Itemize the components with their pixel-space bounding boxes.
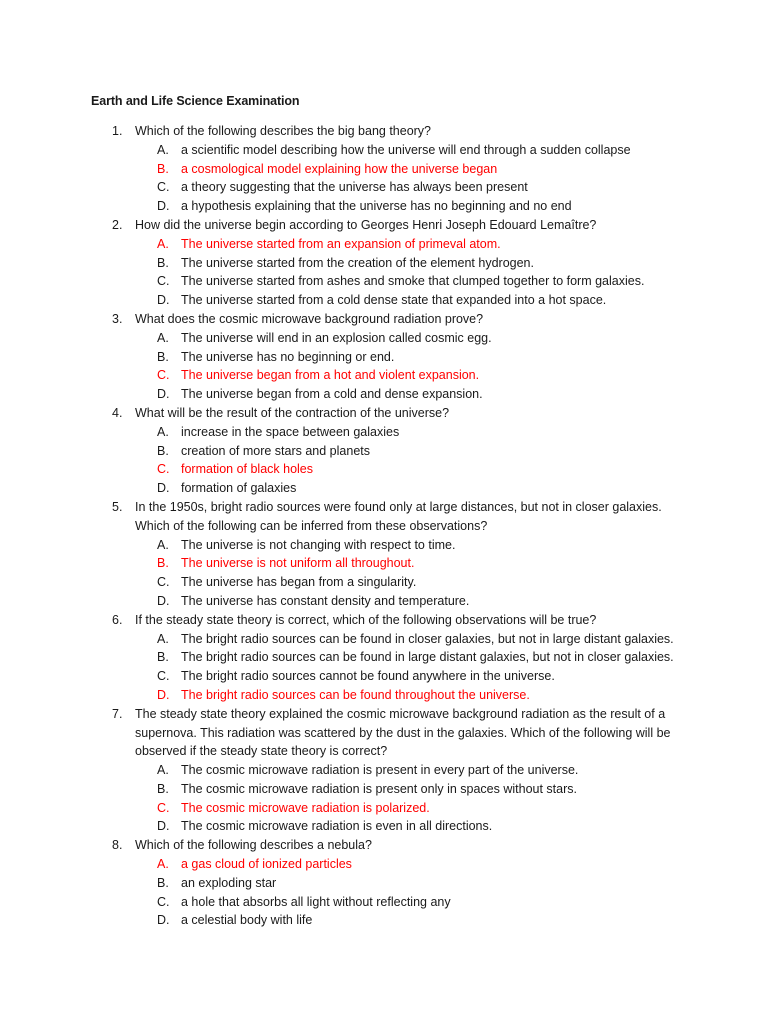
- option-text: The universe started from a cold dense state that expanded into a hot space.: [181, 293, 607, 308]
- option-letter: D.: [157, 293, 170, 308]
- question-number: 4.: [112, 405, 123, 420]
- option-list: [0, 235, 768, 310]
- option-text: a theory suggesting that the universe has always been present: [181, 180, 528, 195]
- question-text: The steady state theory explained the cosmic microwave background radiation as the result of a supernova. This radiation was scattered by the dust in the galaxies. Which of the following will be observed if the steady state theory is correct?: [135, 706, 671, 759]
- option-letter: B.: [157, 781, 169, 796]
- option-letter: C.: [157, 894, 170, 909]
- answer-option: [0, 554, 768, 573]
- option-text: an exploding star: [181, 875, 277, 890]
- option-text: The bright radio sources can be found in large distant galaxies, but not in closer galaxies.: [181, 650, 674, 665]
- option-list: [0, 536, 768, 611]
- answer-option: [0, 667, 768, 686]
- option-text: The bright radio sources can be found throughout the universe.: [181, 687, 530, 702]
- option-letter: B.: [157, 556, 169, 571]
- option-letter: D.: [157, 819, 170, 834]
- answer-option: [0, 479, 768, 498]
- option-letter: C.: [157, 800, 170, 815]
- option-letter: A.: [157, 330, 169, 345]
- option-text: The universe is not uniform all throughout.: [181, 556, 415, 571]
- question-text: What will be the result of the contraction of the universe?: [135, 405, 450, 420]
- option-letter: A.: [157, 857, 169, 872]
- option-letter: D.: [157, 687, 170, 702]
- option-letter: B.: [157, 161, 169, 176]
- option-text: formation of black holes: [181, 462, 314, 477]
- option-letter: B.: [157, 443, 169, 458]
- option-text: a celestial body with life: [181, 913, 313, 928]
- option-list: [0, 855, 768, 930]
- option-list: [0, 761, 768, 836]
- question-number: 5.: [112, 499, 123, 514]
- question-number: 6.: [112, 612, 123, 627]
- answer-option: [0, 648, 768, 667]
- answer-option: [0, 460, 768, 479]
- answer-option: [0, 160, 768, 179]
- option-letter: C.: [157, 669, 170, 684]
- option-text: formation of galaxies: [181, 481, 297, 496]
- option-letter: C.: [157, 575, 170, 590]
- question-list: [0, 122, 768, 930]
- option-text: The cosmic microwave radiation is present in every part of the universe.: [181, 763, 579, 778]
- question-item: [0, 122, 768, 216]
- answer-option: [0, 855, 768, 874]
- option-text: The cosmic microwave radiation is even in all directions.: [181, 819, 493, 834]
- answer-option: [0, 686, 768, 705]
- option-text: The universe started from an expansion of primeval atom.: [181, 236, 501, 251]
- question-item: [0, 705, 768, 837]
- question-text: If the steady state theory is correct, which of the following observations will be true?: [135, 612, 597, 627]
- option-text: The universe began from a cold and dense expansion.: [181, 387, 483, 402]
- answer-option: [0, 423, 768, 442]
- question-text: How did the universe begin according to Georges Henri Joseph Edouard Lemaître?: [135, 217, 597, 232]
- question-text: In the 1950s, bright radio sources were found only at large distances, but not in closer galaxies. Which of the following can be inferred from these observations?: [135, 499, 662, 533]
- option-text: The universe has began from a singularity.: [181, 575, 417, 590]
- answer-option: [0, 329, 768, 348]
- answer-option: [0, 235, 768, 254]
- question-number: 3.: [112, 311, 123, 326]
- option-letter: C.: [157, 274, 170, 289]
- option-text: increase in the space between galaxies: [181, 424, 400, 439]
- question-item: [0, 404, 768, 498]
- question-number: 1.: [112, 124, 123, 138]
- answer-option: [0, 366, 768, 385]
- option-text: The cosmic microwave radiation is polarized.: [181, 800, 430, 815]
- option-letter: D.: [157, 481, 170, 496]
- option-letter: D.: [157, 593, 170, 608]
- option-text: The bright radio sources cannot be found anywhere in the universe.: [181, 669, 555, 684]
- answer-option: [0, 893, 768, 912]
- option-letter: D.: [157, 913, 170, 928]
- option-text: a scientific model describing how the universe will end through a sudden collapse: [181, 142, 631, 157]
- option-letter: A.: [157, 236, 169, 251]
- answer-option: [0, 780, 768, 799]
- answer-option: [0, 254, 768, 273]
- question-text: Which of the following describes the big bang theory?: [135, 124, 432, 138]
- answer-option: [0, 141, 768, 160]
- option-text: The universe started from ashes and smoke that clumped together to form galaxies.: [181, 274, 645, 289]
- option-text: a gas cloud of ionized particles: [181, 857, 352, 872]
- answer-option: [0, 197, 768, 216]
- answer-option: [0, 630, 768, 649]
- answer-option: [0, 911, 768, 930]
- option-list: [0, 141, 768, 216]
- question-item: [0, 611, 768, 705]
- question-item: [0, 498, 768, 611]
- answer-option: [0, 348, 768, 367]
- option-text: The universe has no beginning or end.: [181, 349, 395, 364]
- option-text: creation of more stars and planets: [181, 443, 370, 458]
- option-letter: A.: [157, 763, 169, 778]
- answer-option: [0, 291, 768, 310]
- option-text: The universe will end in an explosion called cosmic egg.: [181, 330, 492, 345]
- question-text: What does the cosmic microwave background radiation prove?: [135, 311, 484, 326]
- answer-option: [0, 817, 768, 836]
- question-text: Which of the following describes a nebula?: [135, 838, 372, 853]
- option-letter: A.: [157, 537, 169, 552]
- answer-option: [0, 272, 768, 291]
- option-letter: B.: [157, 255, 169, 270]
- answer-option: [0, 761, 768, 780]
- option-text: The universe started from the creation of the element hydrogen.: [181, 255, 534, 270]
- answer-option: [0, 799, 768, 818]
- question-number: 7.: [112, 706, 123, 721]
- option-text: a hypothesis explaining that the universe has no beginning and no end: [181, 199, 572, 214]
- option-list: [0, 630, 768, 705]
- question-item: [0, 310, 768, 404]
- option-text: The universe began from a hot and violent expansion.: [181, 368, 480, 383]
- option-text: a hole that absorbs all light without reflecting any: [181, 894, 451, 909]
- answer-option: [0, 592, 768, 611]
- option-letter: C.: [157, 180, 170, 195]
- answer-option: [0, 874, 768, 893]
- option-text: The cosmic microwave radiation is present only in spaces without stars.: [181, 781, 577, 796]
- question-item: [0, 836, 768, 930]
- answer-option: [0, 442, 768, 461]
- document-title: Earth and Life Science Examination: [91, 94, 300, 108]
- option-text: a cosmological model explaining how the universe began: [181, 161, 498, 176]
- option-letter: A.: [157, 142, 169, 157]
- option-list: [0, 329, 768, 404]
- option-letter: B.: [157, 650, 169, 665]
- option-letter: B.: [157, 875, 169, 890]
- option-letter: A.: [157, 631, 169, 646]
- question-number: 2.: [112, 217, 123, 232]
- option-letter: D.: [157, 387, 170, 402]
- option-list: [0, 423, 768, 498]
- answer-option: [0, 178, 768, 197]
- option-letter: A.: [157, 424, 169, 439]
- question-item: [0, 216, 768, 310]
- option-letter: C.: [157, 368, 170, 383]
- option-text: The universe has constant density and temperature.: [181, 593, 470, 608]
- option-letter: B.: [157, 349, 169, 364]
- answer-option: [0, 385, 768, 404]
- option-letter: D.: [157, 199, 170, 214]
- answer-option: [0, 536, 768, 555]
- option-text: The bright radio sources can be found in closer galaxies, but not in large distant galaxies.: [181, 631, 674, 646]
- question-number: 8.: [112, 838, 123, 853]
- option-text: The universe is not changing with respect to time.: [181, 537, 456, 552]
- answer-option: [0, 573, 768, 592]
- option-letter: C.: [157, 462, 170, 477]
